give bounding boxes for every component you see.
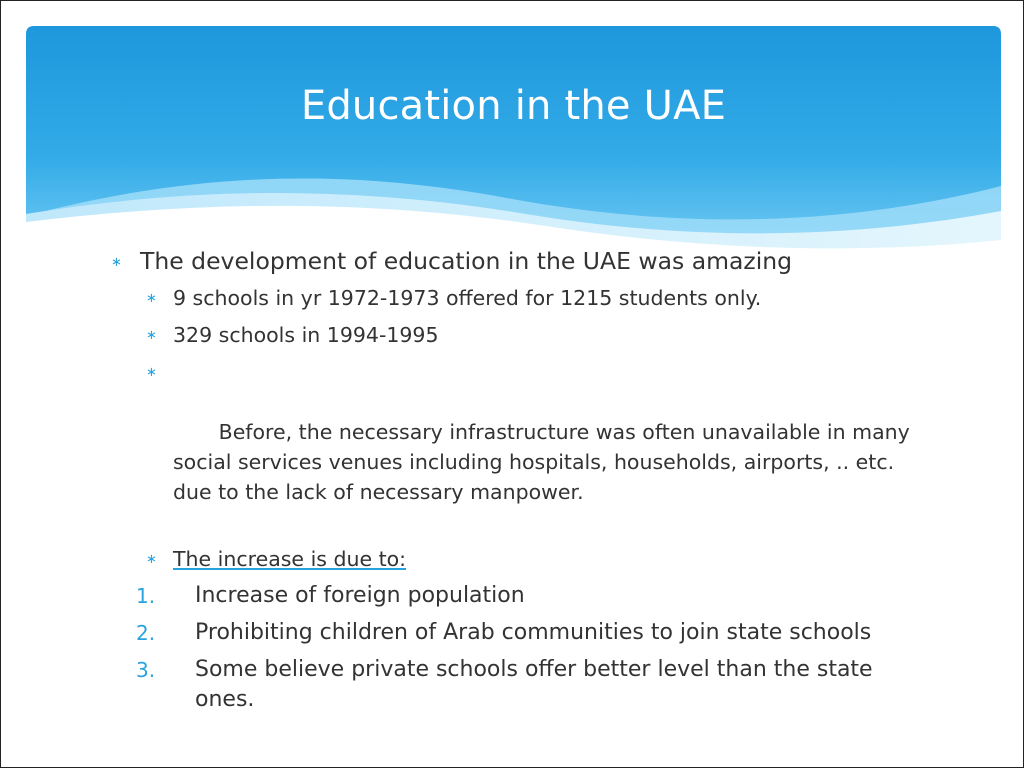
item-text: Prohibiting children of Arab communities to join state schools (195, 620, 872, 645)
numbered-item (109, 618, 929, 648)
numbered-item (109, 655, 929, 715)
bullet-icon: ∗ (146, 328, 157, 343)
bullet-icon: ∗ (146, 552, 157, 567)
item-text: Increase of foreign population (195, 583, 525, 608)
sub-bullet-item (109, 544, 929, 574)
item-number: 2. (136, 621, 156, 645)
bullet-text: Before, the necessary infrastructure was often unavailable in many social services venues including hospitals, households, airports, .. etc. due to the lack of necessary manpower. (173, 420, 917, 504)
sub-bullet-item (109, 357, 929, 537)
bullet-text: 9 schools in yr 1972-1973 offered for 1215 students only. (173, 286, 762, 310)
slide-content (109, 245, 929, 722)
numbered-item (109, 581, 929, 611)
bullet-text: The development of education in the UAE was amazing (140, 247, 793, 275)
item-number: 1. (136, 584, 156, 608)
title-banner (26, 26, 1001, 266)
wave-background (26, 26, 1001, 266)
item-number: 3. (136, 658, 156, 682)
bullet-text: 329 schools in 1994-1995 (173, 323, 439, 347)
sub-bullet-item (109, 320, 929, 350)
bullet-item (109, 245, 929, 277)
bullet-icon: ∗ (111, 255, 122, 270)
bullet-text: The increase is due to: (173, 547, 407, 571)
slide-title: Education in the UAE (300, 83, 727, 129)
item-text: Some believe private schools offer better level than the state ones. (195, 657, 873, 712)
sub-bullet-item (109, 283, 929, 313)
bullet-icon: ∗ (146, 365, 157, 380)
bullet-icon: ∗ (146, 291, 157, 306)
